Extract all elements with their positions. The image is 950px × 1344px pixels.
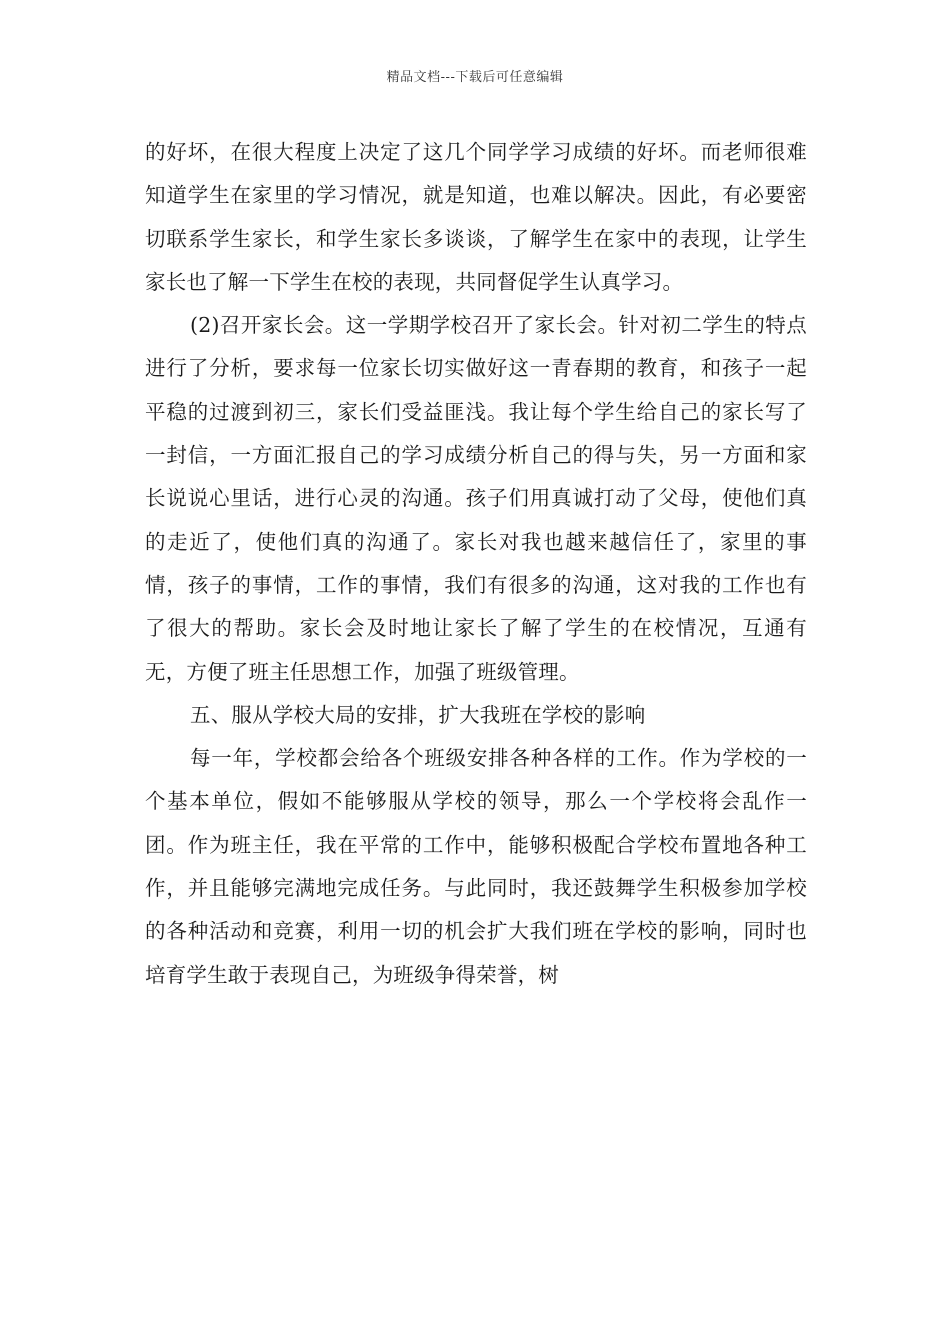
paragraph-continuation: 的好坏，在很大程度上决定了这几个同学学习成绩的好坏。而老师很难知道学生在家里的学习情况，就是知道，也难以解决。因此，有必要密切联系学生家长，和学生家长多谈谈，了解学生在家中的表现，让学生家长也了解一下学生在校的表现，共同督促学生认真学习。 [145,140,807,294]
paragraph-parent-meeting: (2)召开家长会。这一学期学校召开了家长会。针对初二学生的特点进行了分析，要求每一位家长切实做好这一青春期的教育，和孩子一起平稳的过渡到初三，家长们受益匪浅。我让每个学生给自己的家长写了一封信，一方面汇报自己的学习成绩分析自己的得与失，另一方面和家长说说心里话，进行心灵的沟通。孩子们用真诚打动了父母，使他们真的走近了，使他们真的沟通了。家长对我也越来越信任了，家里的事情，孩子的事情，工作的事情，我们有很多的沟通，这对我的工作也有了很大的帮助。家长会及时地让家长了解了学生的在校情况，互通有无，方便了班主任思想工作，加强了班级管理。 [145,313,807,684]
section-heading-five: 五、服从学校大局的安排，扩大我班在学校的影响 [190,702,646,727]
document-body [145,131,807,997]
paragraph-school-tasks: 每一年，学校都会给各个班级安排各种各样的工作。作为学校的一个基本单位，假如不能够服从学校的领导，那么一个学校将会乱作一团。作为班主任，我在平常的工作中，能够积极配合学校布置地各种工作，并且能够完满地完成任务。与此同时，我还鼓舞学生积极参加学校的各种活动和竞赛，利用一切的机会扩大我们班在学校的影响，同时也培育学生敢于表现自己，为班级争得荣誉，树 [145,746,807,987]
page-header: 精品文档---下载后可任意编辑 [386,70,564,85]
